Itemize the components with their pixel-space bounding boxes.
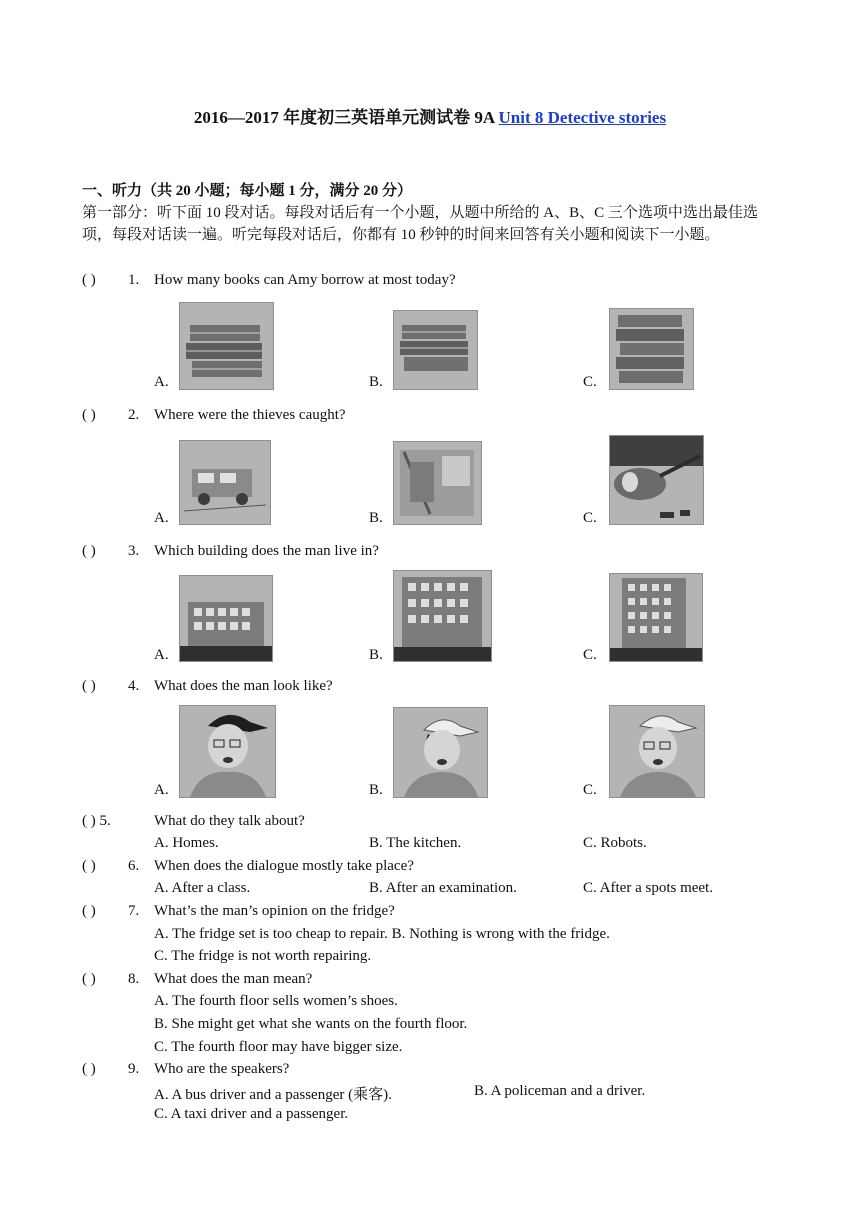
option-a: A. Homes. (154, 835, 219, 851)
answer-bracket[interactable]: ( ) (82, 858, 96, 874)
books-picture-c (609, 308, 694, 390)
question-text: What’s the man’s opinion on the fridge? (154, 903, 395, 919)
option-label-c: C. (583, 510, 597, 526)
option-a: A. The fourth floor sells women’s shoes. (154, 993, 398, 1009)
option-label-c: C. (583, 374, 597, 390)
question-number: 4. (128, 678, 140, 694)
option-c: C. The fourth floor may have bigger size. (154, 1039, 403, 1055)
section-heading: 一、听力（共 20 小题；每小题 1 分，满分 20 分） (82, 183, 413, 199)
question-number: 3. (128, 543, 140, 559)
question-text: Which building does the man live in? (154, 543, 379, 559)
title-text: 2016—2017 年度初三英语单元测试卷 9A (193, 108, 499, 127)
answer-bracket[interactable]: ( ) (82, 903, 96, 919)
answer-bracket[interactable]: ( ) (82, 407, 96, 423)
option-label-b: B. (369, 374, 383, 390)
option-c: C. A taxi driver and a passenger. (154, 1106, 349, 1122)
question-number: 8. (128, 971, 140, 987)
books-picture-a (179, 302, 274, 390)
option-a: A. After a class. (154, 880, 251, 896)
question-number: 6. (128, 858, 140, 874)
question-text: What do they talk about? (154, 813, 305, 829)
place-picture-c (609, 435, 704, 525)
option-label-b: B. (369, 510, 383, 526)
unit-link[interactable]: Unit 8 Detective stories (498, 108, 667, 127)
answer-bracket[interactable]: ( ) 5. (82, 813, 111, 829)
question-number: 9. (128, 1061, 140, 1077)
instructions: 第一部分：听下面 10 段对话。每段对话后有一个小题，从题中所给的 A、B、C 三个选项中选出最佳选项，每段对话读一遍。听完每段对话后，你都有 10 秒钟的时间来回答有关小题和阅读下一小题。 (82, 205, 758, 243)
question-number: 7. (128, 903, 140, 919)
option-label-c: C. (583, 782, 597, 798)
option-c: C. After a spots meet. (583, 880, 713, 896)
building-picture-c (609, 573, 703, 662)
question-text: How many books can Amy borrow at most today? (154, 272, 456, 288)
option-b: B. After an examination. (369, 880, 517, 896)
option-b: B. The kitchen. (369, 835, 462, 851)
question-text: Where were the thieves caught? (154, 407, 346, 423)
page-title (0, 103, 860, 128)
option-b: B. A policeman and a driver. (474, 1083, 646, 1099)
man-picture-c (609, 705, 705, 798)
books-picture-b (393, 310, 478, 390)
man-picture-a (179, 705, 276, 798)
option-a-b: A. The fridge set is too cheap to repair. B. Nothing is wrong with the fridge. (154, 926, 610, 942)
option-label-b: B. (369, 647, 383, 663)
question-text: Who are the speakers? (154, 1061, 290, 1077)
question-number: 2. (128, 407, 140, 423)
option-label-a: A. (154, 374, 169, 390)
option-b: B. She might get what she wants on the fourth floor. (154, 1016, 468, 1032)
option-c: C. Robots. (583, 835, 647, 851)
building-picture-b (393, 570, 492, 662)
question-number: 1. (128, 272, 140, 288)
question-text: What does the man mean? (154, 971, 313, 987)
place-picture-a (179, 440, 271, 525)
option-label-a: A. (154, 647, 169, 663)
answer-bracket[interactable]: ( ) (82, 272, 96, 288)
option-a: A. A bus driver and a passenger (乘客). (154, 1087, 392, 1103)
option-label-a: A. (154, 510, 169, 526)
option-label-c: C. (583, 647, 597, 663)
question-text: What does the man look like? (154, 678, 333, 694)
answer-bracket[interactable]: ( ) (82, 1061, 96, 1077)
option-c: C. The fridge is not worth repairing. (154, 948, 372, 964)
place-picture-b (393, 441, 482, 525)
option-label-a: A. (154, 782, 169, 798)
question-text: When does the dialogue mostly take place? (154, 858, 414, 874)
option-label-b: B. (369, 782, 383, 798)
building-picture-a (179, 575, 273, 662)
man-picture-b (393, 707, 488, 798)
answer-bracket[interactable]: ( ) (82, 543, 96, 559)
answer-bracket[interactable]: ( ) (82, 971, 96, 987)
answer-bracket[interactable]: ( ) (82, 678, 96, 694)
